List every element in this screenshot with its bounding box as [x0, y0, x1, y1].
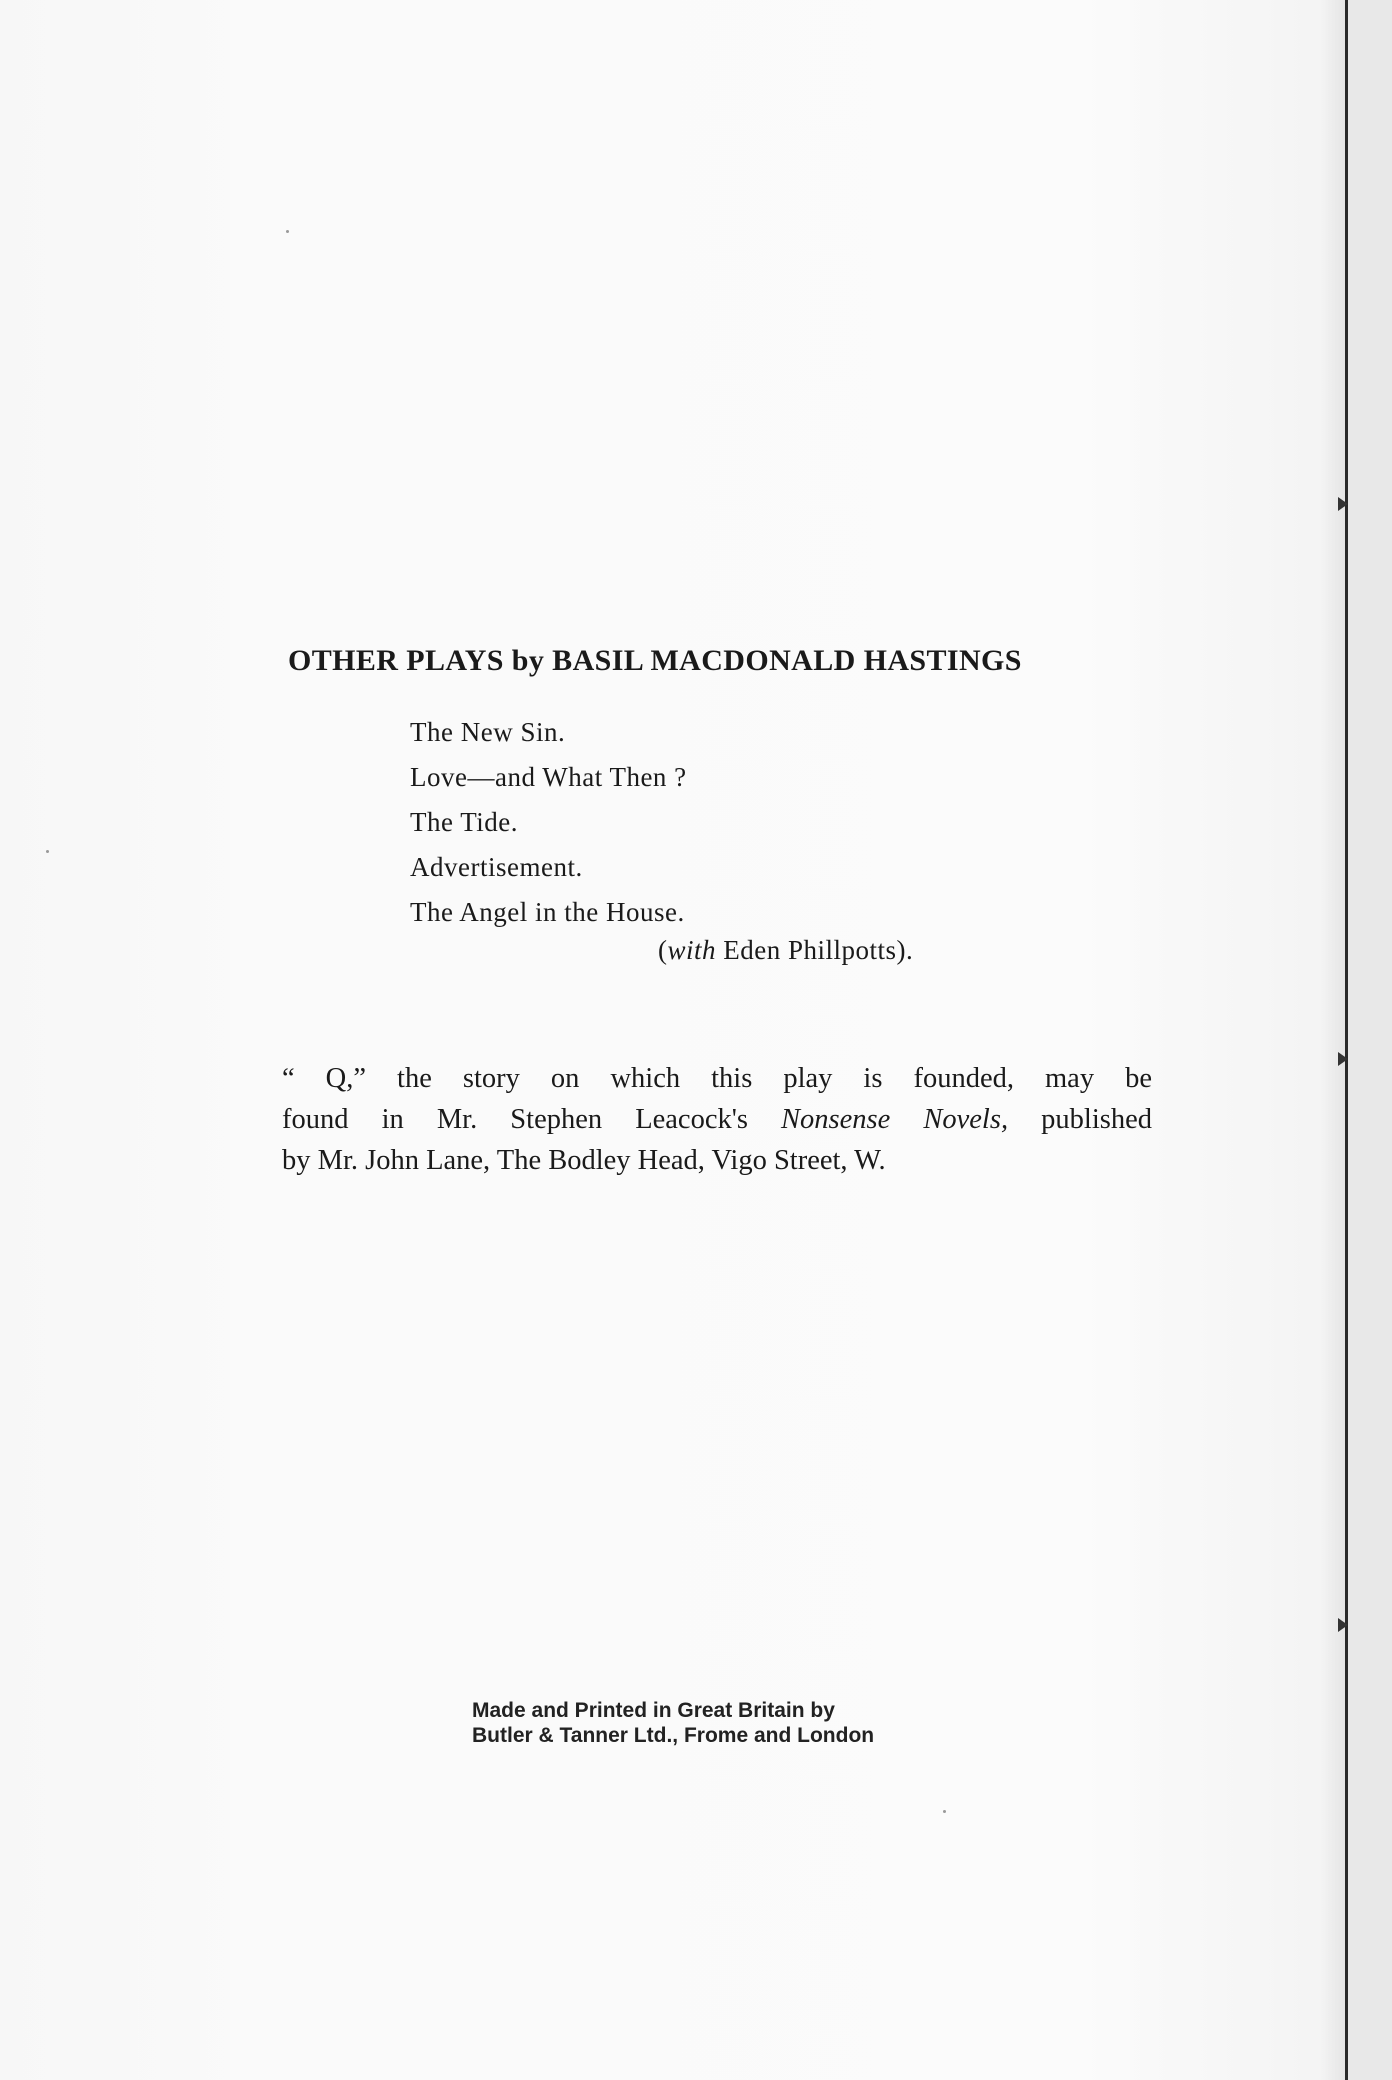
book-title: Nonsense Novels,	[781, 1104, 1009, 1135]
collaboration-note	[658, 935, 913, 966]
play-title: Love—and What Then ?	[410, 762, 687, 792]
source-note-line	[282, 1099, 1152, 1140]
play-title: The New Sin.	[410, 717, 566, 747]
heading-by: by	[511, 644, 545, 677]
play-title: The Tide.	[410, 807, 519, 837]
collab-name: Eden Phillpotts).	[716, 935, 914, 965]
source-note	[282, 1058, 1152, 1181]
printer-imprint	[472, 1698, 874, 1748]
binding-mark	[1338, 497, 1348, 511]
collab-with: with	[667, 935, 717, 965]
source-note-text: found in Mr. Stephen Leacock's	[282, 1104, 782, 1135]
paper-speck	[46, 850, 49, 853]
paper-speck	[943, 1810, 946, 1813]
binding-mark	[1338, 1052, 1348, 1066]
page-edge	[1348, 0, 1392, 2080]
source-note-text: published	[1008, 1104, 1152, 1135]
source-note-line: “ Q,” the story on which this play is founded, may be	[282, 1063, 1152, 1094]
play-title: The Angel in the House.	[410, 897, 685, 927]
collab-open: (	[658, 935, 668, 965]
paper-speck	[286, 230, 289, 233]
spine-shadow	[1320, 0, 1345, 2080]
binding-mark	[1338, 1618, 1348, 1632]
heading-prefix: OTHER PLAYS	[288, 644, 512, 677]
imprint-line: Butler & Tanner Ltd., Frome and London	[472, 1724, 875, 1747]
source-note-line: by Mr. John Lane, The Bodley Head, Vigo Street, W.	[282, 1145, 886, 1176]
other-plays-heading	[288, 644, 1148, 678]
heading-author: BASIL MACDONALD HASTINGS	[544, 644, 1022, 677]
play-title: Advertisement.	[410, 852, 583, 882]
plays-list	[410, 710, 687, 935]
imprint-line: Made and Printed in Great Britain by	[472, 1699, 835, 1722]
